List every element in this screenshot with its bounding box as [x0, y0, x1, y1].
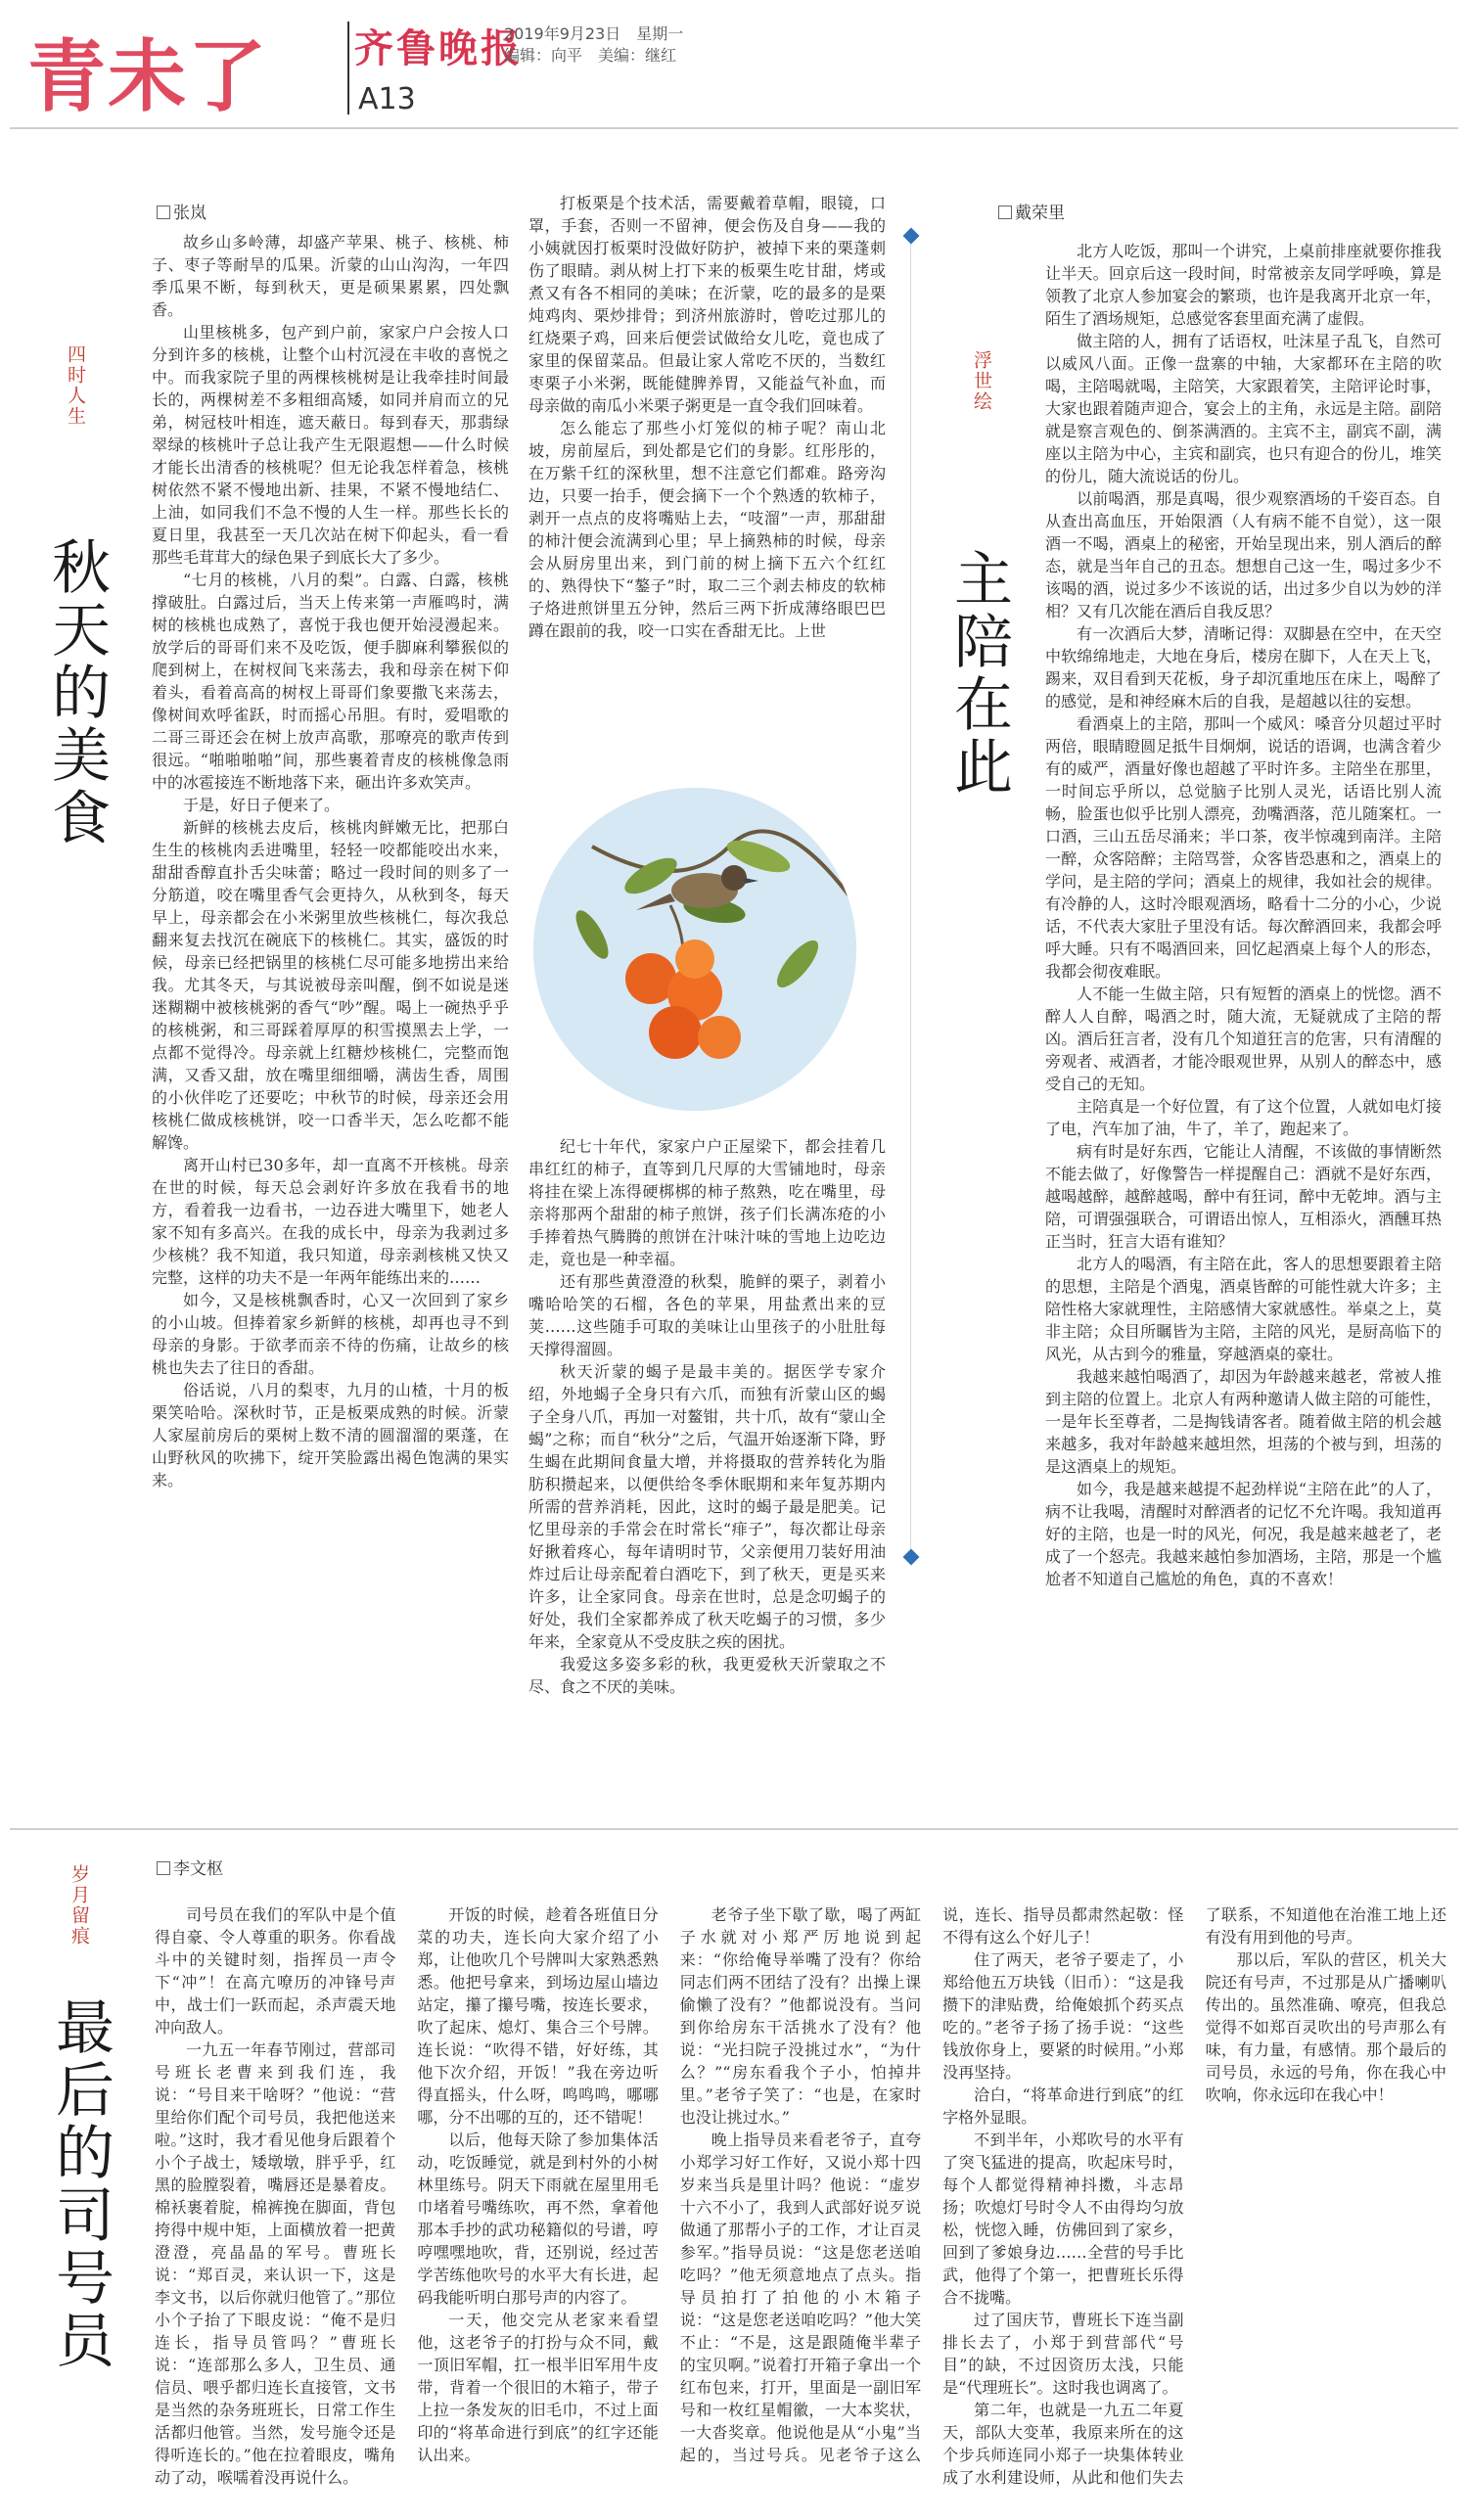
- paragraph: 如今，又是核桃飘香时，心又一次回到了家乡的小山坡。但捧着家乡新鲜的核桃，却再也寻不到母亲的身影。于欲孝而亲不待的伤痛，让故乡的核桃也失去了往日的香甜。: [152, 1291, 509, 1377]
- column-divider: [910, 235, 911, 1556]
- divider-diamond-bottom: [903, 1549, 920, 1566]
- divider-diamond-top: [903, 228, 920, 245]
- article-body-col2-bottom: [528, 1135, 886, 1771]
- paragraph: 一天，他交完从老家来看望他，这老爷子的打扮与众不同，戴一顶旧军帽，扛一根半旧军用牛皮带，背着一个很旧的木箱子，带子上拉一条发灰的旧毛巾，不过上面印的“将革命进行到底”的红字还能认出来。: [417, 2311, 659, 2464]
- paragraph: 我爱这多姿多彩的秋，我更爱秋天沂蒙取之不尽、食之不厌的美味。: [528, 1655, 886, 1696]
- paragraph: 俗话说，八月的梨枣，九月的山楂，十月的板栗笑哈哈。深秋时节，正是板栗成熟的时候。沂蒙人家屋前房后的栗树上数不清的圆溜溜的栗蓬，在山野秋风的吹拂下，绽开笑脸露出褐色饱满的果实来。: [152, 1381, 509, 1489]
- paragraph: 北方人吃饭，那叫一个讲究，上桌前排座就要你推我让半天。回京后这一段时间，时常被亲友同学呼唤，算是领教了北京人参加宴会的繁琐，也许是我离开北京一年，陌生了酒场规矩，总感觉客套里面充满了虚假。: [1045, 242, 1442, 328]
- paragraph: 洽白，“将革命进行到底”的红字格外显眼。: [942, 2085, 1184, 2127]
- editor-credits: 编辑：向平 美编：继红: [504, 46, 677, 65]
- paragraph: 如今，我是越来越提不起劲样说“主陪在此”的人了，病不让我喝，清醒时对醉酒者的记忆不允许喝。我知道再好的主陪，也是一时的风光，何况，我是越来越老了，老成了一个怒壳。我越来越怕参加酒场，主陪，那是一个尴尬者不知道自己尴尬的角色，真的不喜欢！: [1045, 1480, 1442, 1588]
- paragraph: 过了国庆节，曹班长下连当副排长去了，小郑于到营部代“号目”的缺，不过因资历太浅，只能是“代理班长”。这时我也调离了。: [942, 2311, 1184, 2397]
- paragraph: 病有时是好东西，它能让人清醒，不该做的事情断然不能去做了，好像警告一样提醒自己：酒就不是好东西，越喝越醉，越醉越喝，醉中有狂词，醉中无乾坤。酒与主陪，可谓强强联合，可谓语出惊人，互相添火，酒醺耳热正当时，狂言大语有谁知？: [1045, 1142, 1442, 1251]
- paragraph: 不到半年，小郑吹号的水平有了突飞猛进的提高，吹起床号时，每个人都觉得精神抖擞，斗志昂扬；吹熄灯号时令人不由得均匀放松，恍惚入睡，仿佛回到了家乡，回到了爹娘身边……全营的号手比武，他得了个第一，把曹班长乐得合不拢嘴。: [942, 2131, 1184, 2307]
- article-body-col2-top: [528, 192, 886, 759]
- paragraph: 老爷子坐下歇了歇，喝了两缸子水就对小郑严厉地说到起来：“你给俺导举嘴了没有？你给同志们两不团结了没有？出操上课偷懒了没有？”他都说没有。当问到你给房东干活挑水了没有？他说：“光扫院子没挑过水”，“为什么？”“房东看我个子小，怕掉井里。”老爷子笑了：“也是，在家时也没让挑过水。”: [679, 1905, 922, 2127]
- author-byline: 李文枢: [157, 1855, 223, 1879]
- paragraph: 人不能一生做主陪，只有短暂的酒桌上的恍惚。酒不醉人人自醉，喝酒之时，随大流，无疑就成了主陪的帮凶。酒后狂言者，没有几个知道狂言的危害，只有清醒的旁观者、戒酒者，才能冷眼观世界，从别人的醉态中，感受自己的无知。: [1045, 985, 1442, 1093]
- paragraph: 于是，好日子便来了。: [183, 796, 341, 814]
- column-tag: 浮世绘: [971, 350, 992, 412]
- article-body: [155, 1903, 1446, 2500]
- paragraph: 纪七十年代，家家户户正屋梁下，都会挂着几串红红的柿子，直等到几尺厚的大雪铺地时，母亲将挂在梁上冻得硬梆梆的柿子熬熟，吃在嘴里，母亲将那两个甜甜的柿子煎饼，孩子们长满冻疮的小手捧着热气腾腾的煎饼在汁味汁味的雪地上边吃边走，竟也是一种幸福。: [528, 1137, 886, 1268]
- paragraph: 怎么能忘了那些小灯笼似的柿子呢？南山北坡，房前屋后，到处都是它们的身影。红彤彤的，在万紫千红的深秋里，想不注意它们都难。路旁沟边，只要一抬手，便会摘下一个个熟透的软柿子，剥开一点点的皮将嘴贴上去，“吱溜”一声，那甜甜的柿汁便会流满到心里；早上摘熟柿的时候，母亲会从厨房里出来，到门前的树上摘下五六个红红的、熟得快下“鏊子”时，取二三个剥去柿皮的软柿子烙进煎饼里五分钟，然后三两下折成薄络眼巴巴蹲在跟前的我，咬一口实在香甜无比。上世: [528, 419, 886, 640]
- issue-date: 2019年9月23日 星期一: [504, 24, 684, 43]
- page-number: A13: [358, 82, 416, 116]
- paragraph: 新鲜的核桃去皮后，核桃肉鲜嫩无比，把那白生生的核桃肉丢进嘴里，轻轻一咬都能咬出水来，甜甜香醇直扑舌尖味蕾；略过一段时间的则多了一分筋道，咬在嘴里香气会更持久，从秋到冬，每天早上，母亲都会在小米粥里放些核桃仁，每次我总翻来复去找沉在碗底下的核桃仁。其实，盛饭的时候，母亲已经把锅里的核桃仁尽可能多地捞出来给我。尤其冬天，与其说被母亲叫醒，倒不如说是迷迷糊糊中被核桃粥的香气“吵”醒。喝上一碗热乎乎的核桃粥，和三哥踩着厚厚的积雪摸黑去上学，一点都不觉得冷。母亲就上红糖炒核桃仁，完整而饱满，又香又甜，放在嘴里细细嚼，满齿生香，周围的小伙伴吃了还要吃；中秋节的时候，母亲还会用核桃仁做成核桃饼，咬一口香半天，怎么吃都不能解馋。: [152, 818, 509, 1152]
- paragraph: 离开山村已30多年，却一直离不开核桃。母亲在世的时候，每天总会剥好许多放在我看书的地方，看着我一边看书，一边吞进大嘴里下，她老人家不知有多高兴。在我的成长中，母亲为我剥过多少核桃？我不知道，我只知道，母亲剥核桃又快又完整，这样的功夫不是一年两年能练出来的……: [152, 1156, 509, 1287]
- paragraph: 一九五一年春节刚过，营部司号班长老曹来到我们连，我说：“号目来干啥呀？”他说：“营里给你们配个司号员，我把他送来啦。”这时，我才看见他身后跟着个小个子战士，矮墩墩，胖乎乎，红黑的脸膛裂着，嘴唇还是暴着皮。棉袄裹着腚，棉裤挽在脚面，背包挎得中规中矩，上面横放着一把黄澄澄，亮晶晶的军号。曹班长说：“郑百灵，来认识一下，这是李文书，以后你就归他管了。”那位小个子抬了下眼皮说：“俺不是归连长，指导员管吗？”曹班长说：“连部那么多人，卫生员、通信员、喂乎都归连长直接管，文书是当然的杂务班班长，日常工作生活都归他管。当然，发号施令还是得听连长的。”他在拉着眼皮，嘴角动了动，喉嚅着没再说什么。: [155, 2040, 396, 2487]
- section-rule: [10, 1828, 1458, 1830]
- article-title: 主陪在此: [944, 548, 1013, 799]
- article-body: [1045, 240, 1442, 1766]
- author-byline: 张岚: [157, 199, 206, 223]
- article-body-col1: [152, 231, 509, 1767]
- author-byline: 戴荣里: [998, 199, 1065, 223]
- paragraph: 山里核桃多，包产到户前，家家户户会按人口分到许多的核桃，让整个山村沉浸在丰收的喜悦之中。而我家院子里的两棵核桃树是让我牵挂时间最长的，两棵树差不多粗细高矮，如同并肩而立的兄弟，树冠枝叶相连，遮天蔽日。每到春天，那翡绿翠绿的核桃叶子总让我产生无限遐想——什么时候才能长出清香的核桃呢？但无论我怎样着急，核桃树依然不紧不慢地出新、挂果，不紧不慢地结仁、上油，如同我们不急不慢的人生一样。那些长长的夏日里，我甚至一天几次站在树下仰起头，看一看那些毛茸茸大的绿色果子到底长大了多少。: [152, 323, 509, 567]
- article-title: 最后的司号员: [46, 1996, 115, 2372]
- paragraph: 北方人的喝酒，有主陪在此，客人的思想要跟着主陪的思想，主陪是个酒鬼，酒桌皆醉的可能性就大许多；主陪性格大家就理性，主陪感情大家就感性。举桌之上，莫非主陪；众目所瞩皆为主陪，主陪的风光，是厨高临下的风光，从古到今的雅量，穿越酒桌的豪壮。: [1045, 1255, 1442, 1363]
- paragraph: 以前喝酒，那是真喝，很少观察酒场的千姿百态。自从查出高血压，开始限酒（人有病不能不自觉），这一限酒一不喝，酒桌上的秘密，开始呈现出来，别人酒后的醉态，就是当年自己的丑态。想想自己这一生，喝过多少不该喝的酒，说过多少不该说的话，出过多少自以为妙的洋相？又有几次能在酒后自我反思？: [1045, 489, 1442, 620]
- column-tag: 岁月留痕: [69, 1864, 90, 1947]
- paragraph: 晚上指导员来看老爷子，直夸小郑学习好工作好，又说小郑十四岁来当兵是里计吗？他说：“虚岁十六不小了，我到人武部好说歹说做通了那帮小子的工作，才让百灵参军。”指导员说：“这是您老送咱吃吗？”他无须意地点了点头。指导员拍打了拍他的小木箱子说：“这是您老送咱吃吗？”他大笑不止：“不是，这是跟随俺半辈子的宝贝啊。”说着打开箱子拿出一个红布包来，打开，里面是一副旧军号和一枚红星帽徽，一大本奖状，一大沓奖章。他说他是从“小鬼”当起的，当过号兵。见老爷子这么说，连长、指导员都肃然起敬：怪不得有这么个好儿子！: [679, 1905, 1184, 2464]
- paragraph: 秋天沂蒙的蝎子是最丰美的。据医学专家介绍，外地蝎子全身只有六爪，而独有沂蒙山区的蝎子全身八爪，再加一对鳌钳，共十爪，故有“蒙山全蝎”之称；而自“秋分”之后，气温开始逐渐下降，野生蝎在此期间食量大增，并将摄取的营养转化为脂肪积攒起来，以便供给冬季休眠期和来年复苏期内所需的营养消耗，因此，这时的蝎子最是肥美。记忆里母亲的手常会在时常长“痱子”，每次都让母亲好揪着疼心，每年请明时节，父亲便用刀装好用油炸过后让母亲配着白酒吃下，到了秋天，更是买来许多，让全家同食。母亲在世时，总是念叨蝎子的好处，我们全家都养成了秋天吃蝎子的习惯，多少年来，全家竟从不受皮肤之疾的困扰。: [528, 1362, 886, 1651]
- paragraph: 以后，他每天除了参加集体活动，吃饭睡觉，就是到村外的小树林里练号。阴天下雨就在屋里用毛巾堵着号嘴练吹，再不然，拿着他那本手抄的武功秘籍似的号谱，哼哼嘿嘿地吹，背，还别说，经过苦学苦练他吹号的水平大有长进，起码我能听明白那号声的内容了。: [417, 2131, 659, 2307]
- paragraph: 主陪真是一个好位置，有了这个位置，人就如电灯接了电，汽车加了油，牛了，羊了，跑起来了。: [1045, 1097, 1442, 1138]
- paragraph: 我越来越怕喝酒了，却因为年龄越来越老，常被人推到主陪的位置上。北京人有两种邀请人做主陪的可能性，一是年长至尊者，二是掏钱请客者。随着做主陪的机会越来越多，我对年龄越来越坦然，坦荡的个被与到，坦荡的是这酒桌上的规矩。: [1045, 1367, 1442, 1476]
- paragraph: 第二年，也就是一九五二年夏天，部队大变革，我原来所在的这个步兵师连同小郑子一块集体转业成了水利建设师，从此和他们失去了联系，不知道他在治淮工地上还有没有用到他的号声。: [942, 1905, 1446, 2487]
- section-title: 青未了: [27, 31, 268, 122]
- paragraph: “七月的核桃，八月的梨”。白露、白露，核桃撑破肚。白露过后，当天上传来第一声雁鸣时，满树的核桃也成熟了，喜悦于我也便开始浸漫起来。放学后的哥哥们来不及吃饭，便手脚麻利攀猴似的爬到树上，在树杈间飞来荡去，我和母亲在树下仰着头，看着高高的树杈上哥哥们象要撒飞来荡去，像树间欢呼雀跃，时而摇心吊胆。有时，爱唱歌的二哥三哥还会在树上放声高歌，那嘹亮的歌声传到很远。“啪啪啪啪”间，那些裹着青皮的核桃像急雨中的冰雹接连不断地落下来，砸出许多欢笑声。: [152, 571, 509, 792]
- top-rule: [10, 127, 1458, 129]
- persimmon-illustration: [533, 788, 856, 1111]
- masthead-divider: [347, 22, 349, 115]
- column-tag: 四时人生: [65, 344, 86, 427]
- paragraph: 司号员在我们的军队中是个值得自豪、令人尊重的职务。你看战斗中的关键时刻，指挥员一声令下“冲”！在高亢嘹历的冲锋号声中，战士们一跃而起，杀声震天地冲向敌人。: [155, 1905, 396, 2037]
- paragraph: 打板栗是个技术活，需要戴着草帽，眼镜，口罩，手套，否则一不留神，便会伤及自身——我的小姨就因打板栗时没做好防护，被掉下来的栗蓬刺伤了眼睛。剥从树上打下来的板栗生吃甘甜，烤或煮又有各不相同的美味；在沂蒙，吃的最多的是栗炖鸡肉、栗炒排骨；到济州旅游时，曾吃过那儿的红烧栗子鸡，回来后便尝试做给女儿吃，竟也成了家里的保留菜品。但最让家人常吃不厌的，当数红枣栗子小米粥，既能健脾养胃，又能益气补血，而母亲做的南瓜小米栗子粥更是一直令我们回味着。: [528, 194, 886, 415]
- paragraph: 还有那些黄澄澄的秋梨，脆鲜的栗子，剥着小嘴哈哈笑的石榴，各色的苹果，用盐煮出来的豆荚……这些随手可取的美味让山里孩子的小肚肚每天撑得溜圆。: [528, 1272, 886, 1358]
- article-title: 秋天的美食: [42, 536, 111, 849]
- paragraph: 那以后，军队的营区，机关大院还有号声，不过那是从广播喇叭传出的。虽然准确、嘹亮，但我总觉得不如郑百灵吹出的号声那么有味，有力量，有感情。那个最后的司号员，永远的号角，你在我心中吹响，你永远印在我心中！: [1205, 1950, 1446, 2104]
- paragraph: 做主陪的人，拥有了话语权，吐沫星子乱飞，自然可以威风八面。正像一盘寨的中轴，大家都环在主陪的吹喝，主陪喝就喝，主陪笑，大家跟着笑，主陪评论时事，大家也跟着随声迎合，宴会上的主角，永远是主陪。副陪就是察言观色的、倒茶满酒的。主宾不主，副宾不副，满座以主陪为中心，主宾和副宾，也只有迎合的份儿，堆笑的份儿，随大流说话的份儿。: [1045, 332, 1442, 485]
- paragraph: 看酒桌上的主陪，那叫一个威风：嗓音分贝超过平时两倍，眼睛瞪圆足抵牛目炯炯，说话的语调，也满含着少有的威严，酒量好像也超越了平时许多。主陪坐在那里，一时间忘乎所以，总觉脑子比别人灵光，话语比别人流畅，脸蛋也似乎比别人漂亮，劲嘴酒落，范儿随案杠。一口酒，三山五岳尽涌来；半口茶，夜半惊魂到南洋。主陪一醉，众客陪醉；主陪骂誉，众客皆恐惠和之，酒桌上的学问，是主陪的学问；酒桌上的规律，我如社会的规律。有冷静的人，这时冷眼观酒场，略看十二分的小心，少说话，不代表大家肚子里没有话。每次醉酒回来，我都会呼呼大睡。只有不喝酒回来，回忆起酒桌上每个人的形态，我都会彻夜难眠。: [1045, 714, 1442, 981]
- persimmon-bird-photo: [533, 788, 856, 1111]
- newspaper-logo: 齐鲁晚报: [354, 25, 523, 71]
- paragraph: 开饭的时候，趁着各班值日分菜的功夫，连长向大家介绍了小郑，让他吹几个号牌叫大家熟悉熟悉。他把号拿来，到场边屋山墙边站定，攥了攥号嘴，按连长要求，吹了起床、熄灯、集合三个号牌。连长说：“吹得不错，好好练，其他下次介绍，开饭！”我在旁边听得直摇头，什么呀，鸣鸣鸣，哪哪哪，分不出哪的互的，还不错呢！: [417, 1905, 659, 2127]
- paragraph: 有一次酒后大梦，清晰记得：双脚悬在空中，在天空中软绵绵地走，大地在身后，楼房在脚下，人在天上飞，踢来，双目看到天花板，身子却沉重地压在床上，喝醉了的感觉，是和神经麻木后的自我，是超越以往的妄想。: [1045, 624, 1442, 710]
- paragraph: 住了两天，老爷子要走了，小郑给他五万块钱（旧币）：“这是我攒下的津贴费，给俺娘抓个药买点吃的。”老爷子扬了扬手说：“这些钱放你身上，要紧的时候用。”小郑没再坚持。: [942, 1950, 1184, 2082]
- paragraph: 故乡山多岭薄，却盛产苹果、桃子、核桃、柿子、枣子等耐旱的瓜果。沂蒙的山山沟沟，一年四季瓜果不断，每到秋天，更是硕果累累，四处飘香。: [152, 233, 509, 319]
